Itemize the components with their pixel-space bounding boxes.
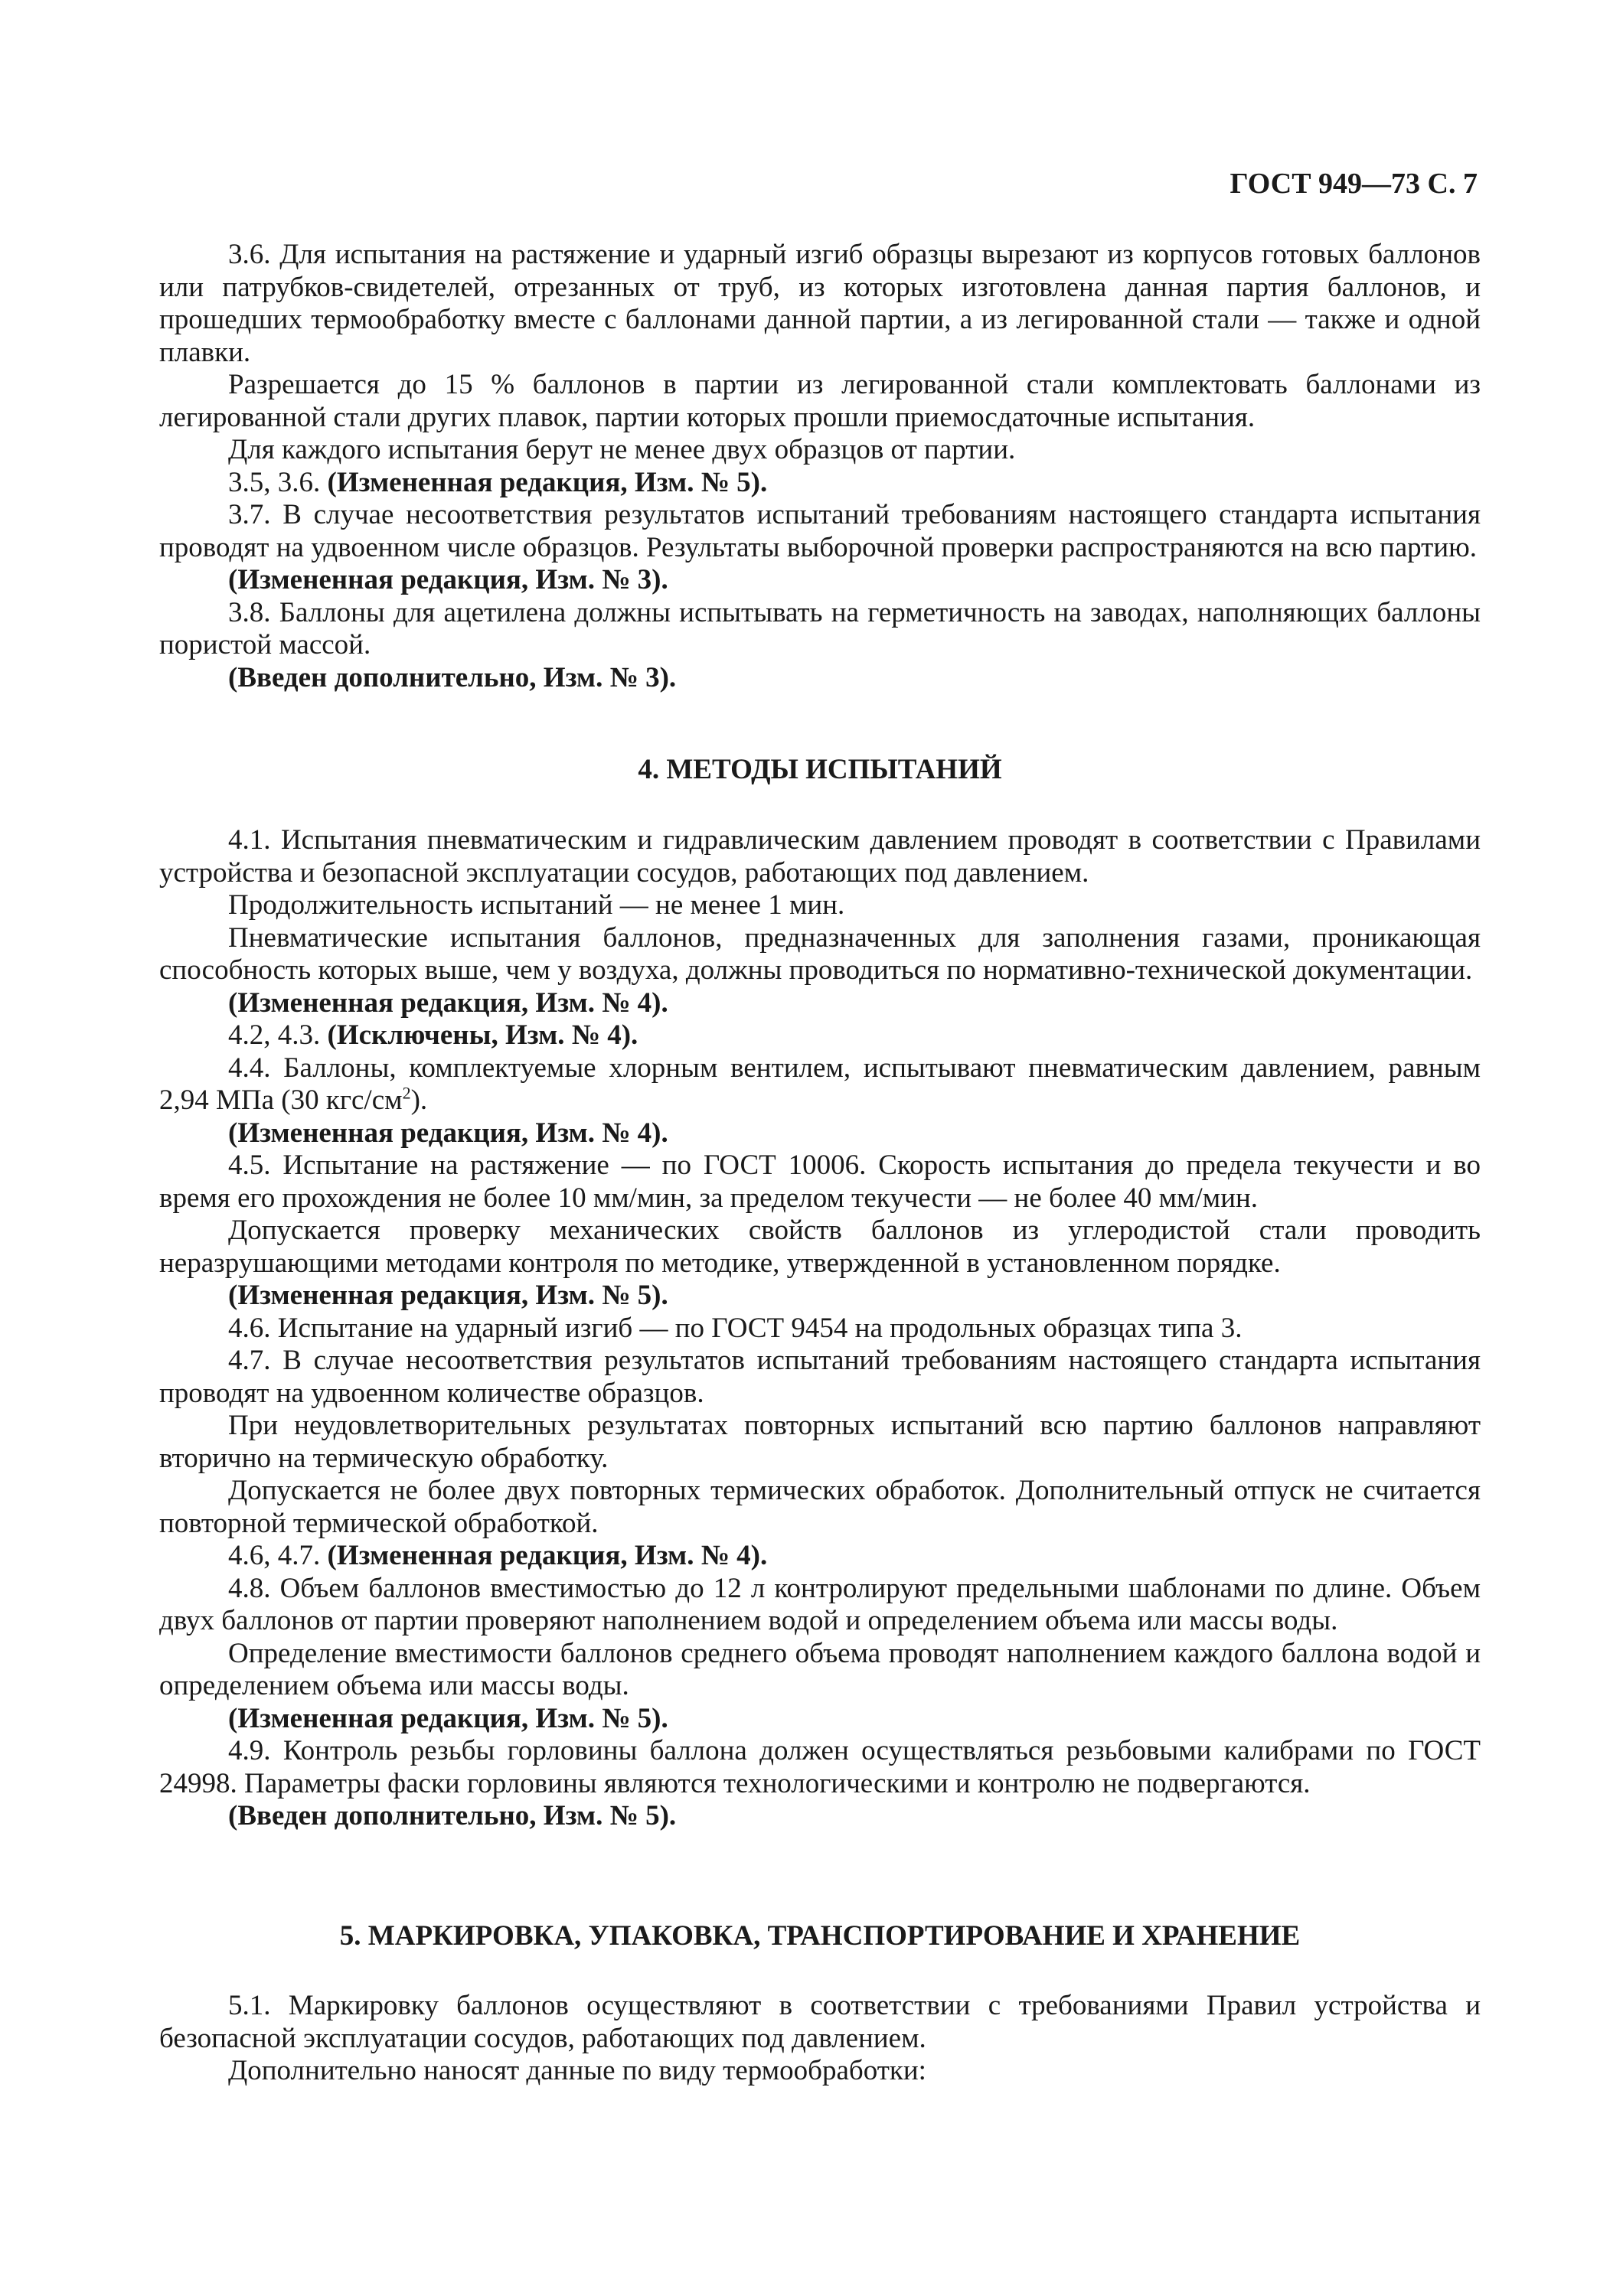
amendment-note: (Измененная редакция, Изм. № 3). [228, 564, 668, 595]
paragraph [159, 1117, 1481, 1150]
paragraph-text: 3.6. Для испытания на растяжение и ударный изгиб образцы вырезают из корпусов готовых баллонов или патрубков-свидетелей, отрезанных от труб, из которых изготовлена данная партия баллонов, и прошедших термообработку вместе с баллонами данной партии, а из легированной стали — также и одной плавки. [159, 239, 1481, 368]
paragraph [159, 662, 1481, 695]
paragraph-text: 4.1. Испытания пневматическим и гидравлическим давлением проводят в соответствии с Правилами устройства и безопасной эксплуатации сосудов, работающих под давлением. [159, 824, 1481, 889]
amendment-note: (Измененная редакция, Изм. № 5). [228, 1280, 668, 1311]
paragraph [159, 1410, 1481, 1475]
paragraph [159, 1280, 1481, 1313]
paragraph [159, 467, 1481, 500]
paragraph [159, 1052, 1481, 1117]
amendment-note: (Исключены, Изм. № 4). [327, 1019, 638, 1051]
paragraph-text: Пневматические испытания баллонов, предназначенных для заполнения газами, проникающая способность которых выше, чем у воздуха, должны проводиться по нормативно-технической документации. [159, 921, 1481, 986]
paragraph [159, 1573, 1481, 1638]
paragraph-text: Для каждого испытания берут не менее двух образцов от партии. [228, 434, 1016, 465]
paragraph-text: 3.5, 3.6. [228, 466, 328, 498]
amendment-note: (Измененная редакция, Изм. № 4). [327, 1540, 768, 1571]
superscript: 2 [402, 1083, 411, 1103]
section-3-body [159, 239, 1481, 694]
paragraph-text: ). [410, 1084, 428, 1116]
amendment-note: (Измененная редакция, Изм. № 5). [327, 466, 768, 498]
paragraph [159, 987, 1481, 1020]
paragraph [159, 1540, 1481, 1573]
paragraph-text: 4.6. Испытание на ударный изгиб — по ГОСТ 9454 на продольных образцах типа 3. [228, 1312, 1243, 1344]
amendment-note: (Введен дополнительно, Изм. № 5). [228, 1800, 677, 1831]
paragraph-text: 4.8. Объем баллонов вместимостью до 12 л контролируют предельными шаблонами по длине. Объем двух баллонов от партии проверяют наполнением водой и определением объема или массы воды. [159, 1572, 1481, 1636]
paragraph [159, 1990, 1481, 2055]
paragraph [159, 597, 1481, 662]
paragraph-text: 3.8. Баллоны для ацетилена должны испытывать на герметичность на заводах, наполняющих баллоны пористой массой. [159, 596, 1481, 660]
paragraph [159, 564, 1481, 597]
amendment-note: (Измененная редакция, Изм. № 4). [228, 1117, 668, 1149]
section-4-heading: 4. МЕТОДЫ ИСПЫТАНИЙ [638, 754, 1002, 785]
paragraph-text: 4.5. Испытание на растяжение — по ГОСТ 10006. Скорость испытания до предела текучести и во время его прохождения не более 10 мм/мин, за пределом текучести — не более 40 мм/мин. [159, 1150, 1481, 1214]
paragraph [159, 1313, 1481, 1345]
paragraph [159, 499, 1481, 564]
amendment-note: (Измененная редакция, Изм. № 5). [228, 1702, 668, 1734]
paragraph-text: 4.6, 4.7. [228, 1540, 328, 1571]
paragraph [159, 889, 1481, 922]
paragraph-text: 4.2, 4.3. [228, 1019, 328, 1051]
paragraph [159, 1019, 1481, 1052]
paragraph [159, 1475, 1481, 1540]
paragraph [159, 2055, 1481, 2088]
paragraph [159, 1703, 1481, 1736]
section-5-body [159, 1990, 1481, 2088]
paragraph [159, 1345, 1481, 1410]
paragraph-text: Дополнительно наносят данные по виду термообработки: [228, 2055, 926, 2086]
amendment-note: (Введен дополнительно, Изм. № 3). [228, 661, 677, 693]
paragraph [159, 1215, 1481, 1280]
paragraph-text: Допускается проверку механических свойств баллонов из углеродистой стали проводить неразрушающими методами контроля по методике, утвержденной в установленном порядке. [159, 1215, 1481, 1279]
paragraph [159, 922, 1481, 987]
section-5-heading: 5. МАРКИРОВКА, УПАКОВКА, ТРАНСПОРТИРОВАНИЕ И ХРАНЕНИЕ [339, 1920, 1301, 1952]
amendment-note: (Измененная редакция, Изм. № 4). [228, 987, 668, 1019]
paragraph-text: 5.1. Маркировку баллонов осуществляют в соответствии с требованиями Правил устройства и безопасной эксплуатации сосудов, работающих под давлением. [159, 1990, 1481, 2054]
paragraph [159, 1800, 1481, 1833]
paragraph [159, 824, 1481, 889]
paragraph [159, 1735, 1481, 1800]
paragraph-text: Разрешается до 15 % баллонов в партии из легированной стали комплектовать баллонами из легированной стали других плавок, партии которых прошли приемосдаточные испытания. [159, 369, 1481, 433]
paragraph-text: 3.7. В случае несоответствия результатов испытаний требованиям настоящего стандарта испытания проводят на удвоенном числе образцов. Результаты выборочной проверки распространяются на всю партию. [159, 499, 1481, 563]
paragraph [159, 369, 1481, 434]
paragraph [159, 1150, 1481, 1215]
paragraph [159, 239, 1481, 369]
paragraph-text: 4.7. В случае несоответствия результатов испытаний требованиям настоящего стандарта испытания проводят на удвоенном количестве образцов. [159, 1345, 1481, 1409]
paragraph-text: Допускается не более двух повторных термических обработок. Дополнительный отпуск не считается повторной термической обработкой. [159, 1475, 1481, 1539]
paragraph-text: Определение вместимости баллонов среднего объема проводят наполнением каждого баллона водой и определением объема или массы воды. [159, 1637, 1481, 1701]
section-4-body [159, 824, 1481, 1833]
paragraph-text: 4.4. Баллоны, комплектуемые хлорным вентилем, испытывают пневматическим давлением, равным 2,94 МПа (30 кгс/см [159, 1052, 1481, 1116]
paragraph [159, 1638, 1481, 1703]
page-header: ГОСТ 949—73 С. 7 [1229, 168, 1478, 200]
paragraph [159, 434, 1481, 467]
paragraph-text: 4.9. Контроль резьбы горловины баллона должен осуществляться резьбовыми калибрами по ГОСТ 24998. Параметры фаски горловины являются технологическими и контролю не подвергаются. [159, 1735, 1481, 1799]
paragraph-text: Продолжительность испытаний — не менее 1 мин. [228, 889, 845, 921]
paragraph-text: При неудовлетворительных результатах повторных испытаний всю партию баллонов направляют вторично на термическую обработку. [159, 1410, 1481, 1474]
